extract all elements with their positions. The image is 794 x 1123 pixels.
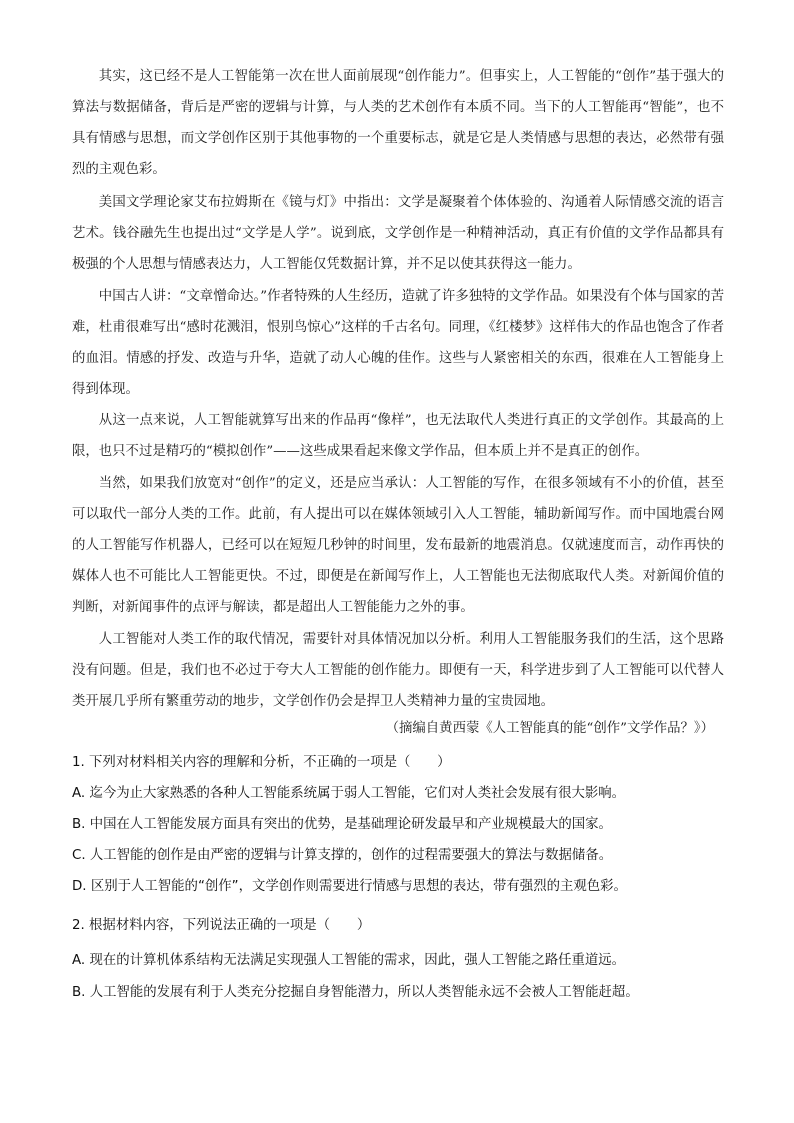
question-1-option-a: A. 迄今为止大家熟悉的各种人工智能系统属于弱人工智能，它们对人类社会发展有很大影响。 (72, 786, 626, 801)
question-1-option-c: C. 人工智能的创作是由严密的逻辑与计算支撑的，创作的过程需要强大的算法与数据储备。 (72, 848, 613, 863)
passage-paragraph-3: 中国古人讲：“文章憎命达。”作者特殊的人生经历，造就了许多独特的文学作品。如果没有个体与国家的苦难，杜甫很难写出“感时花溅泪，恨别鸟惊心”这样的千古名句。同理，《红楼梦》这样伟大的作品也饱含了作者的血泪。情感的抒发、改造与升华，造就了动人心魄的佳作。这些与人紧密相关的东西，很难在人工智能身上得到体现。 (72, 289, 724, 397)
passage-paragraph-2: 美国文学理论家艾布拉姆斯在《镜与灯》中指出：文学是凝聚着个体体验的、沟通着人际情感交流的语言艺术。钱谷融先生也提出过“文学是人学”。说到底，文学创作是一种精神活动，真正有价值的文学作品都具有极强的个人思想与情感表达力，人工智能仅凭数据计算，并不足以使其获得这一能力。 (72, 195, 724, 272)
question-1-option-b: B. 中国在人工智能发展方面具有突出的优势，是基础理论研发最早和产业规模最大的国家。 (72, 817, 612, 832)
question-2-option-b: B. 人工智能的发展有利于人类充分挖掘自身智能潜力，所以人类智能永远不会被人工智能赶超。 (72, 985, 639, 1000)
question-1-stem: 1. 下列对材料相关内容的理解和分析，不正确的一项是（ ） (72, 755, 451, 770)
passage-source: （摘编自黄西蒙《人工智能真的能“创作”文学作品？》） (385, 721, 714, 736)
question-2-option-a: A. 现在的计算机体系结构无法满足实现强人工智能的需求，因此，强人工智能之路任重道远。 (72, 953, 626, 968)
passage-paragraph-5: 当然，如果我们放宽对“创作”的定义，还是应当承认：人工智能的写作，在很多领域有不小的价值，甚至可以取代一部分人类的工作。此前，有人提出可以在媒体领域引入人工智能，辅助新闻写作。而中国地震台网的人工智能写作机器人，已经可以在短短几秒钟的时间里，发布最新的地震消息。仅就速度而言，动作再快的媒体人也不可能比人工智能更快。不过，即便是在新闻写作上，人工智能也无法彻底取代人类。对新闻价值的判断，对新闻事件的点评与解读，都是超出人工智能能力之外的事。 (72, 476, 724, 615)
passage-paragraph-4: 从这一点来说，人工智能就算写出来的作品再“像样”，也无法取代人类进行真正的文学创作。其最高的上限，也只不过是精巧的“模拟创作”——这些成果看起来像文学作品，但本质上并不是真正的创作。 (72, 413, 724, 459)
passage-paragraph-6: 人工智能对人类工作的取代情况，需要针对具体情况加以分析。利用人工智能服务我们的生活，这个思路没有问题。但是，我们也不必过于夸大人工智能的创作能力。即便有一天，科学进步到了人工智能可以代替人类开展几乎所有繁重劳动的地步，文学创作仍会是捍卫人类精神力量的宝贵园地。 (72, 632, 724, 709)
passage-paragraph-1: 其实，这已经不是人工智能第一次在世人面前展现“创作能力”。但事实上，人工智能的“创作”基于强大的算法与数据储备，背后是严密的逻辑与计算，与人类的艺术创作有本质不同。当下的人工智能再“智能”，也不具有情感与思想，而文学创作区别于其他事物的一个重要标志，就是它是人类情感与思想的表达，必然带有强烈的主观色彩。 (72, 69, 724, 177)
question-1-option-d: D. 区别于人工智能的“创作”，文学创作则需要进行情感与思想的表达，带有强烈的主观色彩。 (72, 879, 627, 894)
question-2-stem: 2. 根据材料内容，下列说法正确的一项是（ ） (72, 918, 371, 933)
